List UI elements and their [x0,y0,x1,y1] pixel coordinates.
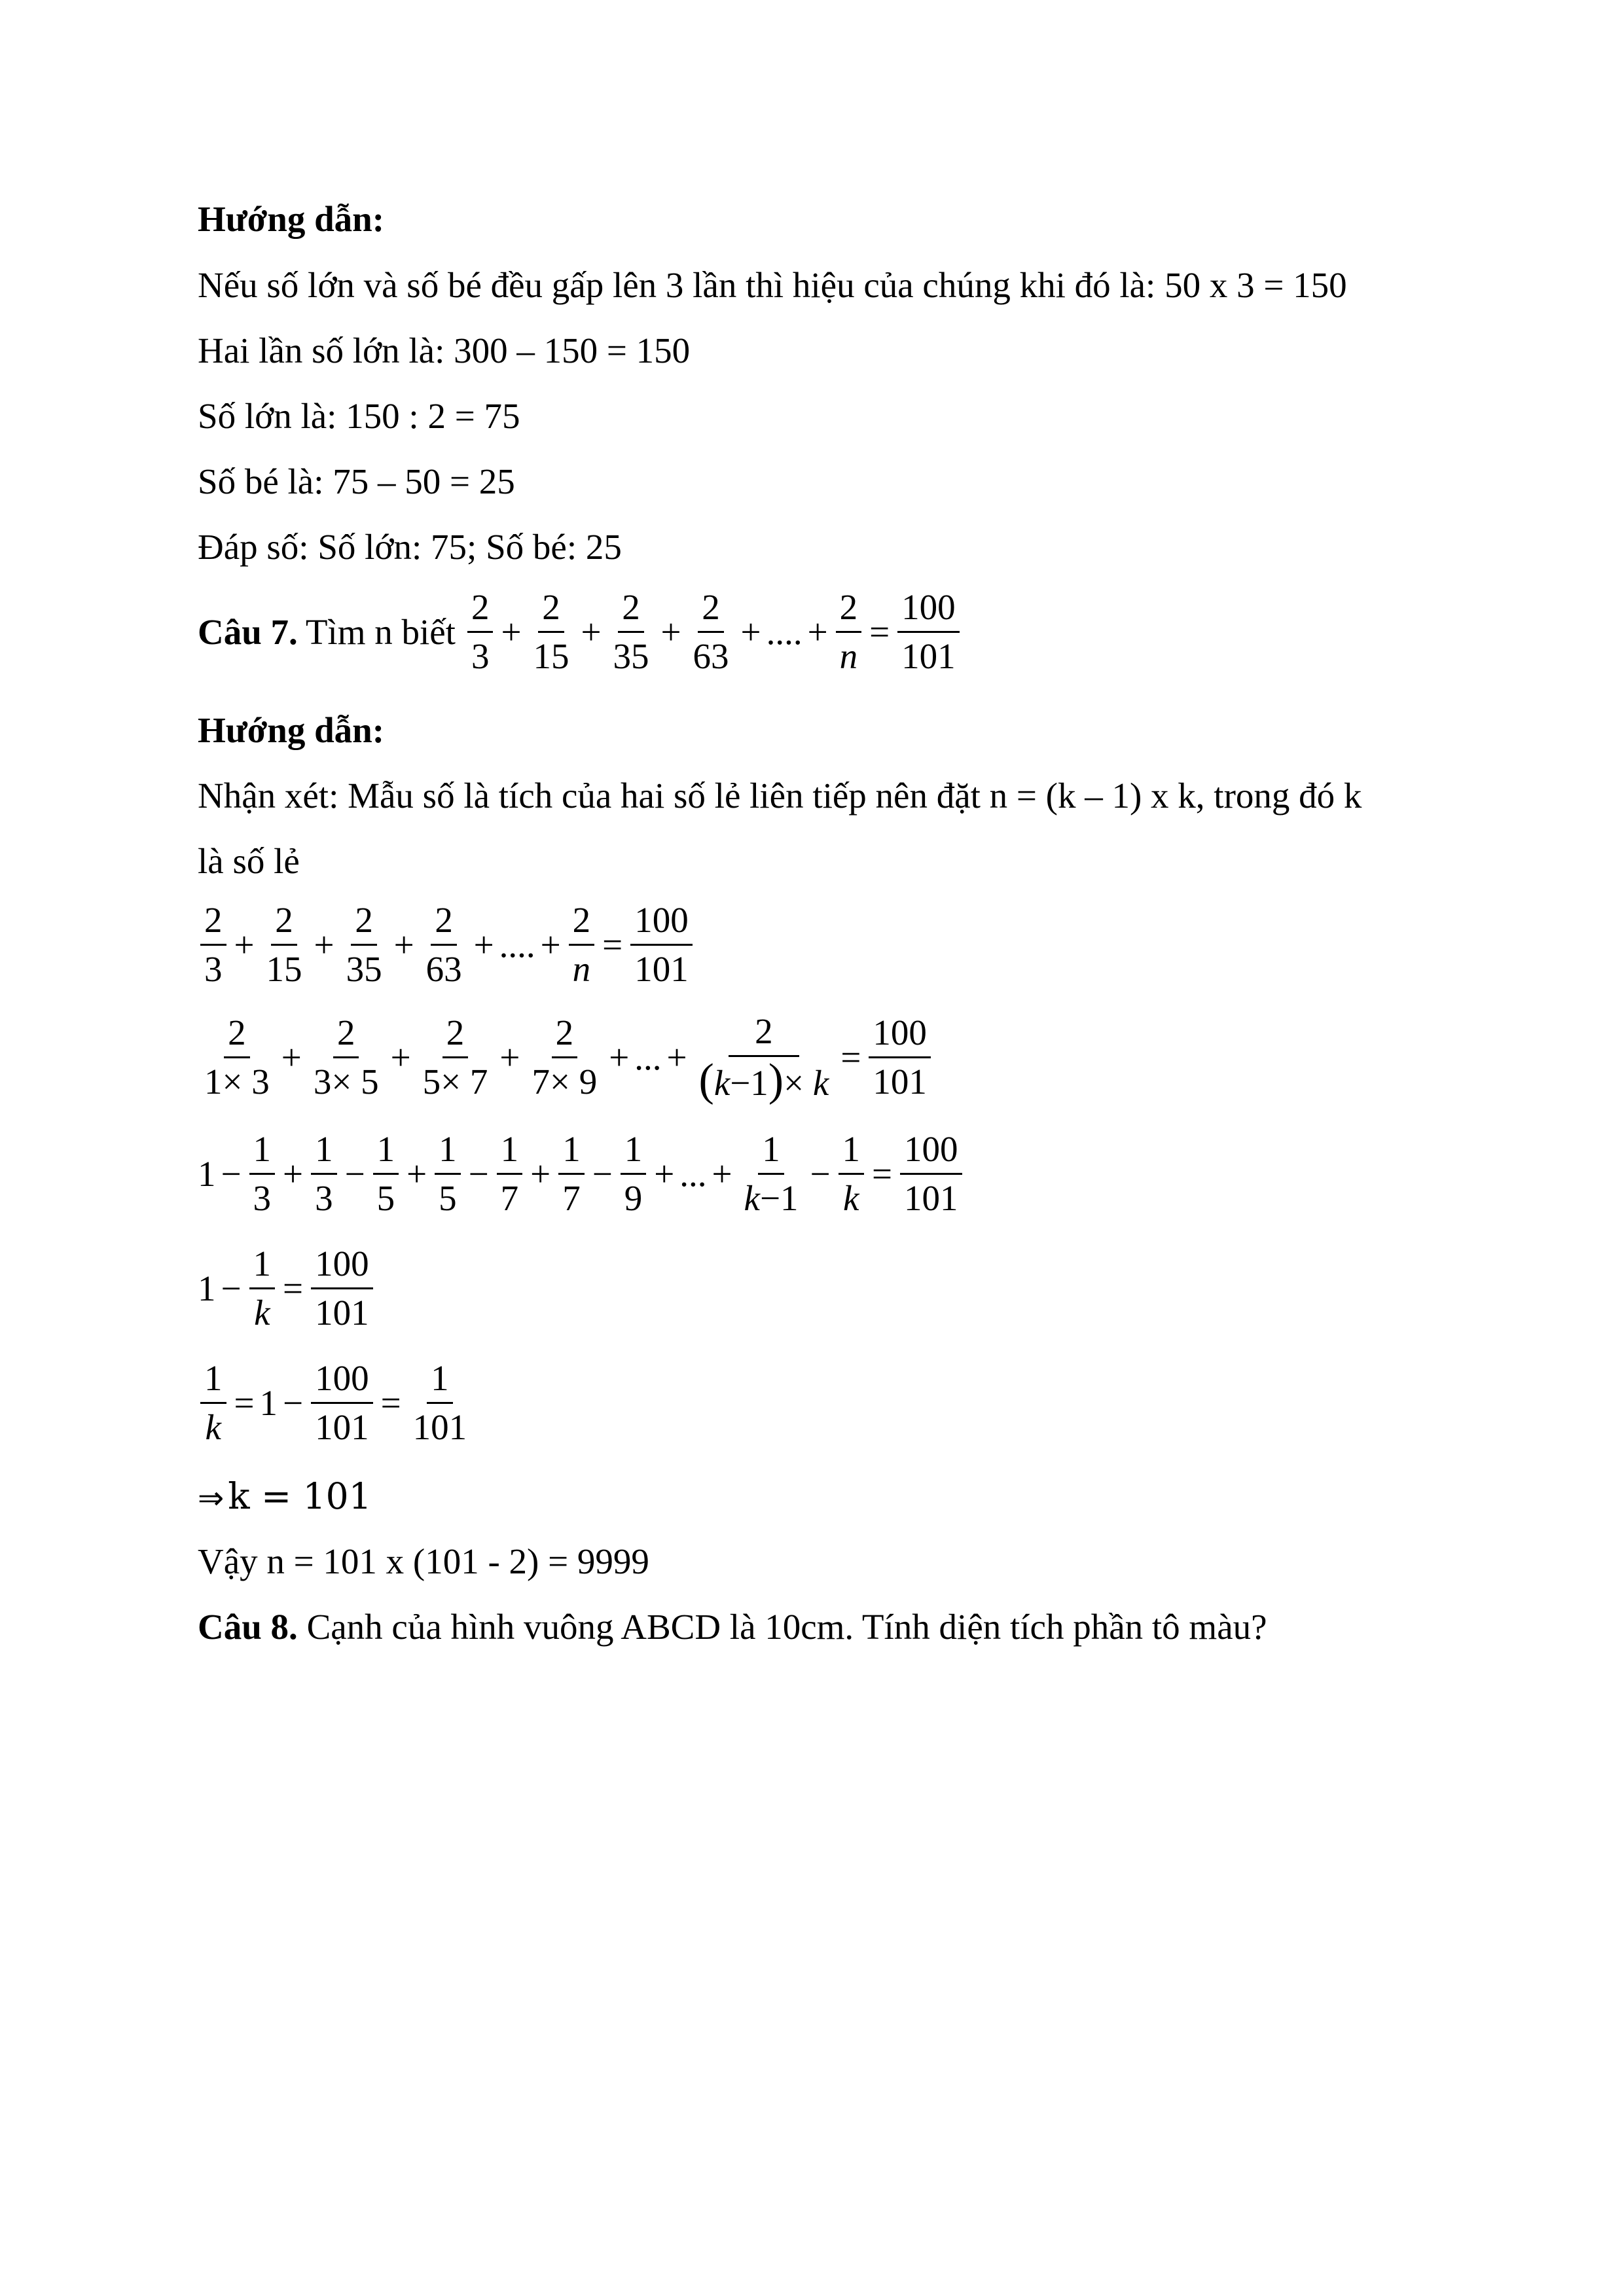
question-7-prompt: Tìm n biết [305,612,456,652]
implies-symbol: ⇒ [198,1480,225,1516]
guide1-answer: Đáp số: Số lớn: 75; Số bé: 25 [198,527,622,567]
question-8 [198,1605,1267,1649]
guide-heading-2: Hướng dẫn: [198,710,385,750]
guide2-remark-2: là số lẻ [198,841,300,881]
question-8-text: Cạnh của hình vuông ABCD là 10cm. Tính diện tích phần tô màu? [306,1607,1267,1647]
step-1-equation: $\frac{2}{3}$ + $\frac{2}{15}$ + $\frac{2}{35}$ + $\frac{2}{63}$ + .... + $\frac{2}{n}$ = $\frac{100}{101}$ [198,902,695,988]
guide1-line-3: Số lớn là: 150 : 2 = 75 [198,396,520,436]
q7-fraction-4: $\frac{2}{63}$ [693,587,729,676]
guide-heading-1: Hướng dẫn: [198,199,385,239]
implies-line [198,1475,372,1520]
guide2-remark-1: Nhận xét: Mẫu số là tích của hai số lẻ liên tiếp nên đặt n = (k – 1) x k, trong đó k [198,776,1362,816]
step-5-equation: $\frac{1}{k}$ = 1 − $\frac{100}{101}$ = $\frac{1}{101}$ [198,1360,473,1446]
q7-fraction-2: $\frac{2}{15}$ [533,587,569,676]
step-4-equation: 1 − $\frac{1}{k}$ = $\frac{100}{101}$ [198,1246,376,1331]
implies-result: k = 101 [228,1475,372,1517]
guide1-line-4: Số bé là: 75 – 50 = 25 [198,461,515,501]
step-3-equation: 1 − $\frac{1}{3}$ + $\frac{1}{3}$ − $\frac{1}{5}$ + $\frac{1}{5}$ − $\frac{1}{7}$ + $\frac{1}{7}$ − $\frac{1}{9}$ + ... + $\frac{1}{k-1}$ − $\frac{1}{k}$ = $\frac{100}{101}$ [198,1131,965,1217]
guide1-line-1: Nếu số lớn và số bé đều gấp lên 3 lần thì hiệu của chúng khi đó là: 50 x 3 = 150 [198,265,1347,305]
guide1-line-2: Hai lần số lớn là: 300 – 150 = 150 [198,331,691,370]
question-8-label: Câu 8. [198,1607,298,1647]
question-7-label: Câu 7. [198,612,298,652]
q7-fraction-n: $\frac{2}{n}$ [836,589,862,675]
conclusion: Vậy n = 101 x (101 - 2) = 9999 [198,1541,649,1581]
q7-fraction-1: $\frac{2}{3}$ [467,589,494,675]
step-2-equation: $\frac{2}{1\times 3}$ + $\frac{2}{3\times 5}$ + $\frac{2}{5\times 7}$ + $\frac{2}{7\times 9}$ + ... + $\frac{2}{(k-1)\times k}$ = $\frac{100}{101}$ [198,1013,933,1102]
q7-fraction-3: $\frac{2}{35}$ [613,587,649,676]
q7-rhs-fraction: $\frac{100}{101}$ [897,589,960,675]
question-7: Câu 7. Tìm n biết $\frac{2}{3}$ + $\frac{2}{15}$ + $\frac{2}{35}$ + $\frac{2}{63}$ + .... + $\frac{2}{n}$ = $\frac{100}{101}$ [198,589,962,675]
